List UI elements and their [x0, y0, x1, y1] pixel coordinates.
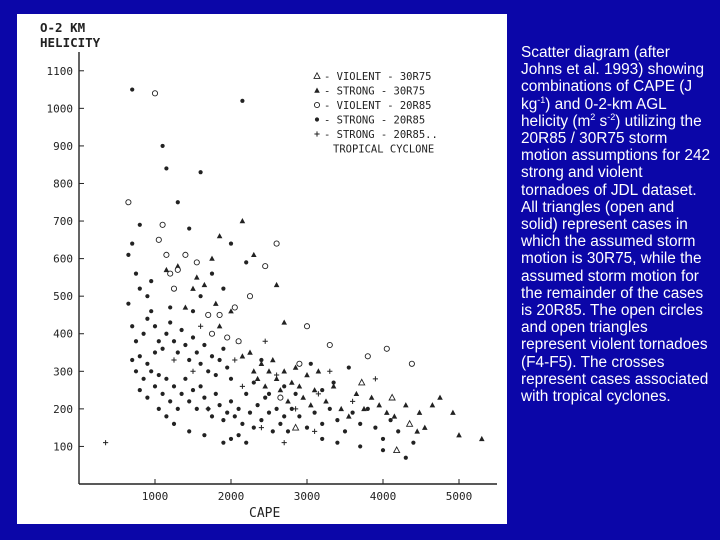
cross-point: [274, 372, 279, 377]
solid-circle-point: [191, 335, 195, 339]
open-triangle-point: [389, 394, 395, 400]
solid-circle-point: [126, 302, 130, 306]
open-circle-point: [409, 361, 414, 366]
legend-cross-marker: [314, 131, 319, 136]
solid-circle-point: [149, 279, 153, 283]
solid-circle-point: [381, 437, 385, 441]
solid-circle-point: [271, 429, 275, 433]
solid-circle-point: [172, 339, 176, 343]
open-circle-point: [175, 267, 180, 272]
legend-label: - STRONG - 20R85..: [324, 129, 438, 141]
solid-circle-point: [161, 392, 165, 396]
cross-point: [350, 399, 355, 404]
open-circle-point: [183, 252, 188, 257]
open-circle-point: [225, 335, 230, 340]
cross-point: [293, 406, 298, 411]
open-circle-point: [206, 312, 211, 317]
solid-circle-point: [187, 429, 191, 433]
open-circle-point: [126, 200, 131, 205]
solid-circle-point: [138, 223, 142, 227]
solid-circle-point: [335, 441, 339, 445]
open-circle-point: [232, 305, 237, 310]
x-tick-label: 3000: [293, 490, 321, 503]
open-circle-point: [384, 346, 389, 351]
solid-circle-point: [176, 407, 180, 411]
solid-circle-point: [305, 426, 309, 430]
legend-label: - VIOLENT - 30R75: [324, 71, 432, 83]
solid-circle-point: [130, 324, 134, 328]
solid-circle-point: [142, 377, 146, 381]
solid-circle-point: [214, 373, 218, 377]
solid-triangle-point: [437, 395, 443, 400]
legend-solid-triangle-marker: [314, 88, 320, 93]
solid-triangle-point: [297, 383, 303, 388]
solid-triangle-point: [312, 387, 318, 392]
solid-circle-point: [229, 399, 233, 403]
solid-circle-point: [309, 362, 313, 366]
solid-circle-point: [320, 437, 324, 441]
open-circle-point: [278, 395, 283, 400]
solid-circle-point: [199, 362, 203, 366]
solid-circle-point: [237, 433, 241, 437]
solid-circle-point: [252, 426, 256, 430]
solid-circle-point: [138, 354, 142, 358]
legend-label: - VIOLENT - 20R85: [324, 100, 432, 112]
solid-circle-point: [176, 350, 180, 354]
open-triangle-point: [407, 421, 413, 427]
solid-circle-point: [240, 422, 244, 426]
solid-circle-point: [153, 350, 157, 354]
solid-circle-point: [153, 324, 157, 328]
solid-triangle-point: [255, 376, 261, 381]
solid-circle-point: [176, 200, 180, 204]
solid-circle-point: [145, 362, 149, 366]
solid-circle-point: [199, 384, 203, 388]
solid-circle-point: [267, 411, 271, 415]
cross-point: [206, 406, 211, 411]
cross-point: [259, 425, 264, 430]
caption-part-1: Scatter diagram (after Johns et al. 1993) showing combinations of CAPE (J kg: [521, 44, 705, 113]
solid-circle-point: [278, 422, 282, 426]
solid-circle-point: [343, 429, 347, 433]
y-axis-label-line1: O-2 KM: [40, 20, 86, 35]
solid-circle-point: [187, 226, 191, 230]
solid-circle-point: [157, 373, 161, 377]
open-circle-point: [304, 324, 309, 329]
open-circle-point: [263, 264, 268, 269]
open-circle-point: [217, 312, 222, 317]
cross-point: [282, 440, 287, 445]
solid-triangle-point: [202, 282, 208, 287]
solid-circle-point: [259, 358, 263, 362]
cross-point: [373, 376, 378, 381]
solid-circle-point: [358, 444, 362, 448]
legend: [314, 71, 438, 156]
solid-circle-point: [157, 339, 161, 343]
x-tick-label: 4000: [369, 490, 397, 503]
solid-triangle-point: [270, 357, 276, 362]
legend-open-circle-marker: [314, 102, 319, 107]
solid-triangle-point: [300, 395, 306, 400]
solid-circle-point: [187, 399, 191, 403]
solid-circle-point: [263, 396, 267, 400]
cross-point: [263, 339, 268, 344]
solid-triangle-point: [285, 398, 291, 403]
solid-circle-point: [335, 418, 339, 422]
solid-circle-point: [229, 437, 233, 441]
solid-triangle-point: [183, 304, 189, 309]
solid-triangle-point: [266, 368, 272, 373]
solid-circle-point: [168, 320, 172, 324]
solid-circle-point: [168, 399, 172, 403]
solid-circle-point: [191, 309, 195, 313]
solid-triangle-point: [430, 402, 436, 407]
cross-point: [198, 324, 203, 329]
solid-circle-point: [164, 414, 168, 418]
solid-triangle-point: [422, 425, 428, 430]
solid-circle-point: [130, 87, 134, 91]
x-axis-label: CAPE: [249, 506, 281, 521]
solid-triangle-point: [323, 398, 329, 403]
solid-circle-point: [294, 392, 298, 396]
solid-circle-point: [244, 441, 248, 445]
caption-part-3: s: [595, 112, 608, 130]
solid-triangle-point: [194, 274, 200, 279]
solid-triangle-point: [251, 252, 257, 257]
solid-circle-point: [168, 305, 172, 309]
y-tick-label: 500: [53, 290, 73, 304]
solid-circle-point: [210, 272, 214, 276]
solid-triangle-point: [308, 402, 314, 407]
legend-label: - STRONG - 30R75: [324, 85, 426, 98]
solid-circle-point: [195, 407, 199, 411]
y-axis-label-line2: HELICITY: [40, 35, 101, 50]
open-triangle-point: [359, 379, 365, 385]
solid-triangle-point: [316, 368, 322, 373]
solid-circle-point: [328, 407, 332, 411]
solid-circle-point: [187, 358, 191, 362]
open-circle-point: [365, 354, 370, 359]
solid-circle-point: [256, 403, 260, 407]
caption-sup-2: 2: [590, 111, 596, 122]
solid-triangle-point: [274, 282, 280, 287]
solid-circle-point: [404, 456, 408, 460]
solid-triangle-point: [479, 436, 485, 441]
solid-circle-point: [351, 411, 355, 415]
open-circle-point: [236, 339, 241, 344]
solid-circle-point: [214, 392, 218, 396]
solid-circle-point: [138, 388, 142, 392]
caption-part-2: ) and 0-2-km AGL helicity (m: [521, 95, 667, 130]
solid-triangle-point: [354, 391, 360, 396]
y-tick-label: 400: [53, 327, 73, 341]
y-tick-label: 1000: [46, 102, 73, 116]
solid-circle-point: [313, 411, 317, 415]
solid-circle-point: [145, 396, 149, 400]
solid-circle-point: [218, 358, 222, 362]
solid-circle-point: [180, 392, 184, 396]
solid-circle-point: [191, 388, 195, 392]
cross-point: [190, 369, 195, 374]
solid-circle-point: [221, 418, 225, 422]
solid-triangle-point: [217, 233, 223, 238]
solid-circle-point: [282, 414, 286, 418]
solid-circle-point: [366, 407, 370, 411]
open-circle-point: [156, 237, 161, 242]
solid-circle-point: [225, 411, 229, 415]
solid-circle-point: [149, 309, 153, 313]
open-circle-point: [160, 222, 165, 227]
solid-triangle-point: [392, 413, 398, 418]
solid-circle-point: [275, 407, 279, 411]
solid-triangle-point: [456, 432, 462, 437]
caption-part-4: ) utilizing the 20R85 / 30R75 storm motion assumptions for 242 strong and violent tornadoes of JDL dataset. All triangles (open and solid) represent cases in which the assumed storm motion is 30R75, while the assumed storm motion for the remainder of the cases is 20R85. The open circles and open triangles represent violent tornadoes (F4-F5). The crosses represent cases associated with tropical cyclones.: [521, 112, 711, 406]
solid-circle-point: [210, 354, 214, 358]
solid-circle-point: [130, 358, 134, 362]
solid-circle-point: [229, 377, 233, 381]
solid-circle-point: [164, 377, 168, 381]
solid-triangle-point: [190, 286, 196, 291]
scatter-chart: [17, 14, 507, 524]
y-tick-label: 800: [53, 177, 73, 191]
solid-triangle-point: [414, 428, 420, 433]
solid-circle-point: [244, 392, 248, 396]
solid-circle-point: [286, 429, 290, 433]
open-triangle-point: [394, 447, 400, 453]
solid-triangle-point: [450, 410, 456, 415]
solid-circle-point: [149, 369, 153, 373]
solid-circle-point: [180, 328, 184, 332]
solid-triangle-point: [281, 368, 287, 373]
cross-point: [103, 440, 108, 445]
solid-circle-point: [259, 418, 263, 422]
solid-circle-point: [244, 260, 248, 264]
solid-triangle-point: [289, 380, 295, 385]
solid-triangle-point: [262, 383, 268, 388]
solid-triangle-point: [278, 387, 284, 392]
solid-circle-point: [183, 343, 187, 347]
solid-circle-point: [161, 347, 165, 351]
solid-triangle-point: [247, 350, 253, 355]
cross-point: [171, 357, 176, 362]
solid-circle-point: [373, 426, 377, 430]
solid-circle-point: [221, 347, 225, 351]
solid-circle-point: [221, 287, 225, 291]
solid-circle-point: [202, 396, 206, 400]
legend-label: - STRONG - 20R85: [324, 114, 426, 127]
solid-circle-point: [172, 422, 176, 426]
solid-circle-point: [221, 441, 225, 445]
solid-circle-point: [138, 287, 142, 291]
solid-circle-point: [320, 422, 324, 426]
solid-circle-point: [411, 441, 415, 445]
solid-triangle-point: [338, 406, 344, 411]
solid-triangle-point: [384, 410, 390, 415]
solid-triangle-point: [346, 413, 352, 418]
y-tick-label: 1100: [46, 64, 73, 78]
x-tick-label: 5000: [445, 490, 473, 503]
solid-circle-point: [320, 388, 324, 392]
solid-circle-point: [332, 380, 336, 384]
solid-circle-point: [199, 170, 203, 174]
solid-triangle-point: [369, 395, 375, 400]
caption-text: [521, 44, 713, 405]
solid-circle-point: [164, 332, 168, 336]
y-tick-label: 300: [53, 365, 73, 379]
solid-circle-point: [164, 166, 168, 170]
solid-circle-point: [358, 422, 362, 426]
solid-triangle-point: [209, 256, 215, 261]
solid-circle-point: [145, 317, 149, 321]
solid-circle-point: [218, 403, 222, 407]
solid-triangle-point: [281, 319, 287, 324]
cross-point: [327, 369, 332, 374]
open-triangle-point: [293, 424, 299, 430]
solid-circle-point: [142, 332, 146, 336]
open-circle-point: [168, 271, 173, 276]
solid-triangle-point: [217, 323, 223, 328]
solid-circle-point: [199, 294, 203, 298]
open-circle-point: [194, 260, 199, 265]
solid-circle-point: [172, 384, 176, 388]
solid-circle-point: [267, 392, 271, 396]
open-circle-point: [274, 241, 279, 246]
solid-circle-point: [202, 343, 206, 347]
solid-circle-point: [157, 407, 161, 411]
open-circle-point: [297, 361, 302, 366]
solid-circle-point: [347, 365, 351, 369]
solid-circle-point: [252, 380, 256, 384]
solid-circle-point: [126, 253, 130, 257]
solid-circle-point: [134, 272, 138, 276]
y-tick-label: 900: [53, 139, 73, 153]
solid-triangle-point: [403, 402, 409, 407]
y-tick-label: 700: [53, 215, 73, 229]
solid-circle-point: [153, 384, 157, 388]
cross-point: [232, 357, 237, 362]
scatter-figure: [17, 14, 507, 524]
solid-circle-point: [389, 418, 393, 422]
x-tick-label: 1000: [141, 490, 169, 503]
solid-triangle-point: [213, 301, 219, 306]
solid-triangle-point: [240, 353, 246, 358]
solid-circle-point: [282, 384, 286, 388]
x-tick-label: 2000: [217, 490, 245, 503]
caption-sup-3: -2: [607, 111, 616, 122]
solid-triangle-point: [417, 410, 423, 415]
solid-circle-point: [229, 241, 233, 245]
open-circle-point: [209, 331, 214, 336]
open-circle-point: [327, 342, 332, 347]
solid-circle-point: [161, 144, 165, 148]
solid-circle-point: [130, 241, 134, 245]
solid-triangle-point: [251, 368, 257, 373]
solid-triangle-point: [240, 218, 246, 223]
solid-circle-point: [145, 294, 149, 298]
solid-triangle-point: [376, 402, 382, 407]
open-circle-point: [164, 252, 169, 257]
open-circle-point: [171, 286, 176, 291]
open-circle-point: [247, 294, 252, 299]
open-circle-point: [152, 91, 157, 96]
solid-circle-point: [381, 448, 385, 452]
y-tick-label: 100: [53, 440, 73, 454]
y-tick-label: 200: [53, 402, 73, 416]
solid-triangle-point: [304, 372, 310, 377]
caption-sup-1: -1: [537, 94, 546, 105]
legend-open-triangle-marker: [314, 73, 320, 79]
solid-circle-point: [134, 369, 138, 373]
solid-circle-point: [240, 99, 244, 103]
cross-point: [312, 429, 317, 434]
solid-circle-point: [206, 369, 210, 373]
solid-circle-point: [183, 377, 187, 381]
solid-circle-point: [248, 411, 252, 415]
legend-solid-circle-marker: [315, 117, 319, 121]
solid-circle-point: [225, 365, 229, 369]
solid-circle-point: [237, 407, 241, 411]
cross-point: [240, 384, 245, 389]
solid-circle-point: [134, 339, 138, 343]
legend-label: TROPICAL CYCLONE: [333, 143, 435, 156]
y-tick-label: 600: [53, 252, 73, 266]
solid-circle-point: [396, 429, 400, 433]
solid-circle-point: [297, 414, 301, 418]
solid-circle-point: [202, 433, 206, 437]
solid-circle-point: [210, 414, 214, 418]
solid-circle-point: [195, 350, 199, 354]
solid-circle-point: [233, 414, 237, 418]
